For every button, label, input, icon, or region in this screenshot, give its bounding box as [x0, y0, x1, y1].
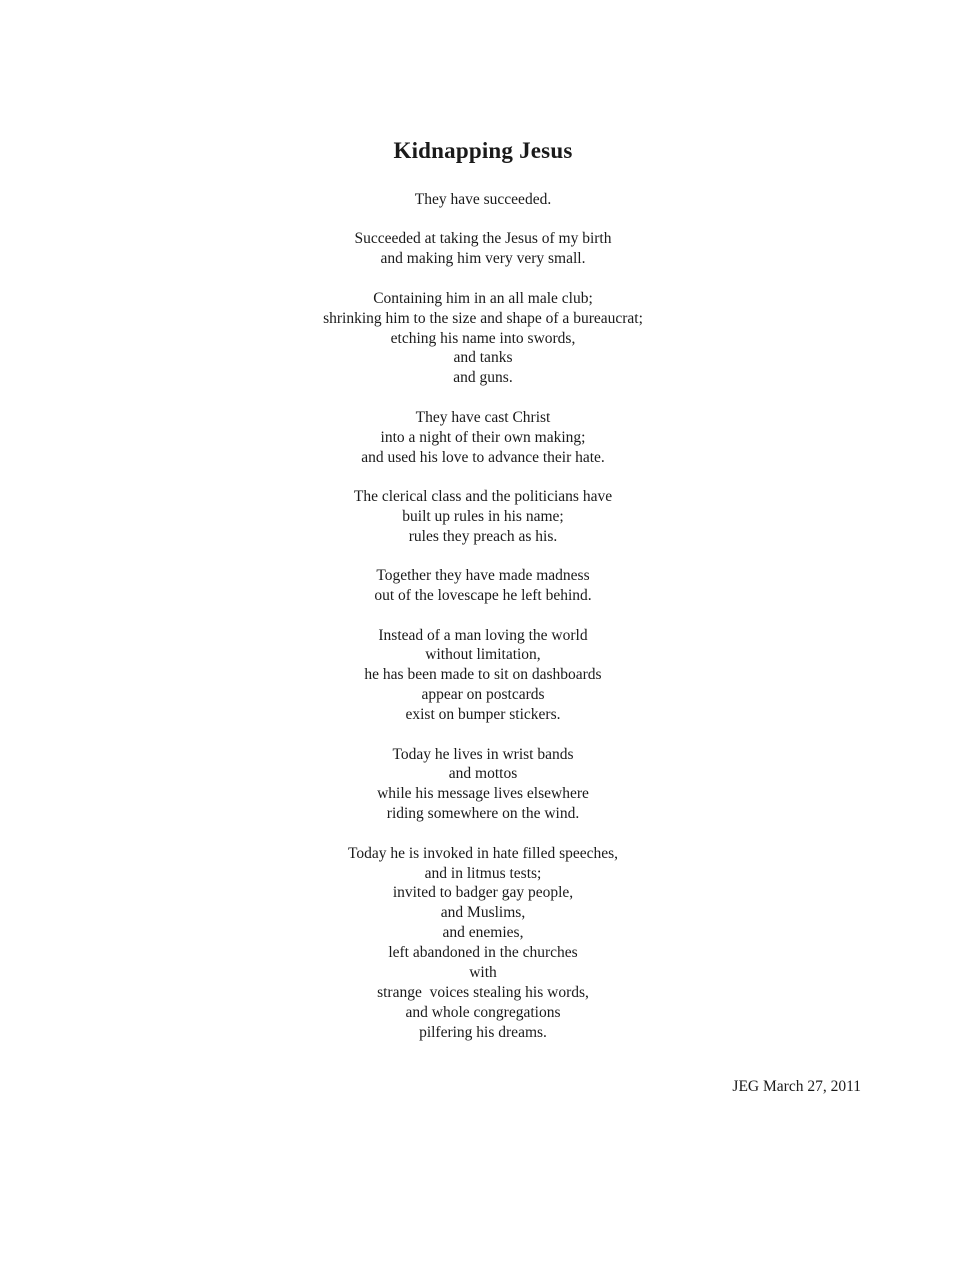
poem-line: shrinking him to the size and shape of a bureaucrat; — [323, 309, 643, 327]
poem-line: riding somewhere on the wind. — [386, 805, 580, 823]
poem-line: built up rules in his name; — [402, 507, 564, 525]
poem-line: appear on postcards — [421, 686, 545, 704]
poem-line: while his message lives elsewhere — [377, 785, 589, 803]
poem-line: and mottos — [448, 765, 518, 783]
poem-line: exist on bumper stickers. — [405, 706, 561, 724]
poem-line: pilfering his dreams. — [419, 1023, 547, 1041]
stanza — [0, 289, 966, 389]
stanza — [0, 229, 966, 269]
stanza — [0, 844, 966, 1043]
poem-line: and making him very very small. — [380, 250, 586, 268]
poem-line: and guns. — [453, 369, 513, 387]
poem-line: and tanks — [453, 349, 513, 367]
author-signature-date: JEG March 27, 2011 — [732, 1078, 861, 1095]
poem-line: and in litmus tests; — [424, 864, 542, 882]
poem-line: and whole congregations — [405, 1003, 561, 1021]
poem-line: etching his name into swords, — [390, 329, 576, 347]
poem-line: Instead of a man loving the world — [378, 626, 588, 644]
poem-title: Kidnapping Jesus — [393, 138, 573, 163]
poem-line: Today he is invoked in hate filled speeches, — [347, 844, 619, 862]
poem-line: They have succeeded. — [414, 191, 552, 208]
poem-line: with — [469, 964, 497, 982]
poem-line: Today he lives in wrist bands — [392, 745, 574, 763]
poem-line: left abandoned in the churches — [388, 944, 578, 962]
stanza — [0, 745, 966, 825]
poem-line: Containing him in an all male club; — [373, 289, 593, 307]
poem-line: strange voices stealing his words, — [377, 984, 589, 1001]
poem-line: Succeeded at taking the Jesus of my birth — [354, 230, 612, 248]
poem-line: Together they have made madness — [376, 567, 590, 585]
poem-line: They have cast Christ — [415, 408, 551, 426]
stanza — [0, 566, 966, 606]
stanza — [0, 626, 966, 726]
poem-line: rules they preach as his. — [408, 527, 558, 545]
stanza — [0, 190, 966, 210]
poem-line: without limitation, — [425, 646, 541, 664]
stanza — [0, 487, 966, 547]
stanza — [0, 408, 966, 468]
poem-body — [0, 190, 966, 1062]
poem-line: and enemies, — [442, 924, 524, 942]
poem-line: he has been made to sit on dashboards — [364, 666, 602, 684]
poem-line: invited to badger gay people, — [392, 884, 574, 902]
poem-line: The clerical class and the politicians have — [353, 487, 613, 505]
poem-line: into a night of their own making; — [380, 428, 586, 446]
poem-line: out of the lovescape he left behind. — [374, 587, 592, 605]
poem-line: and used his love to advance their hate. — [361, 448, 605, 466]
poem-line: and Muslims, — [440, 904, 526, 922]
